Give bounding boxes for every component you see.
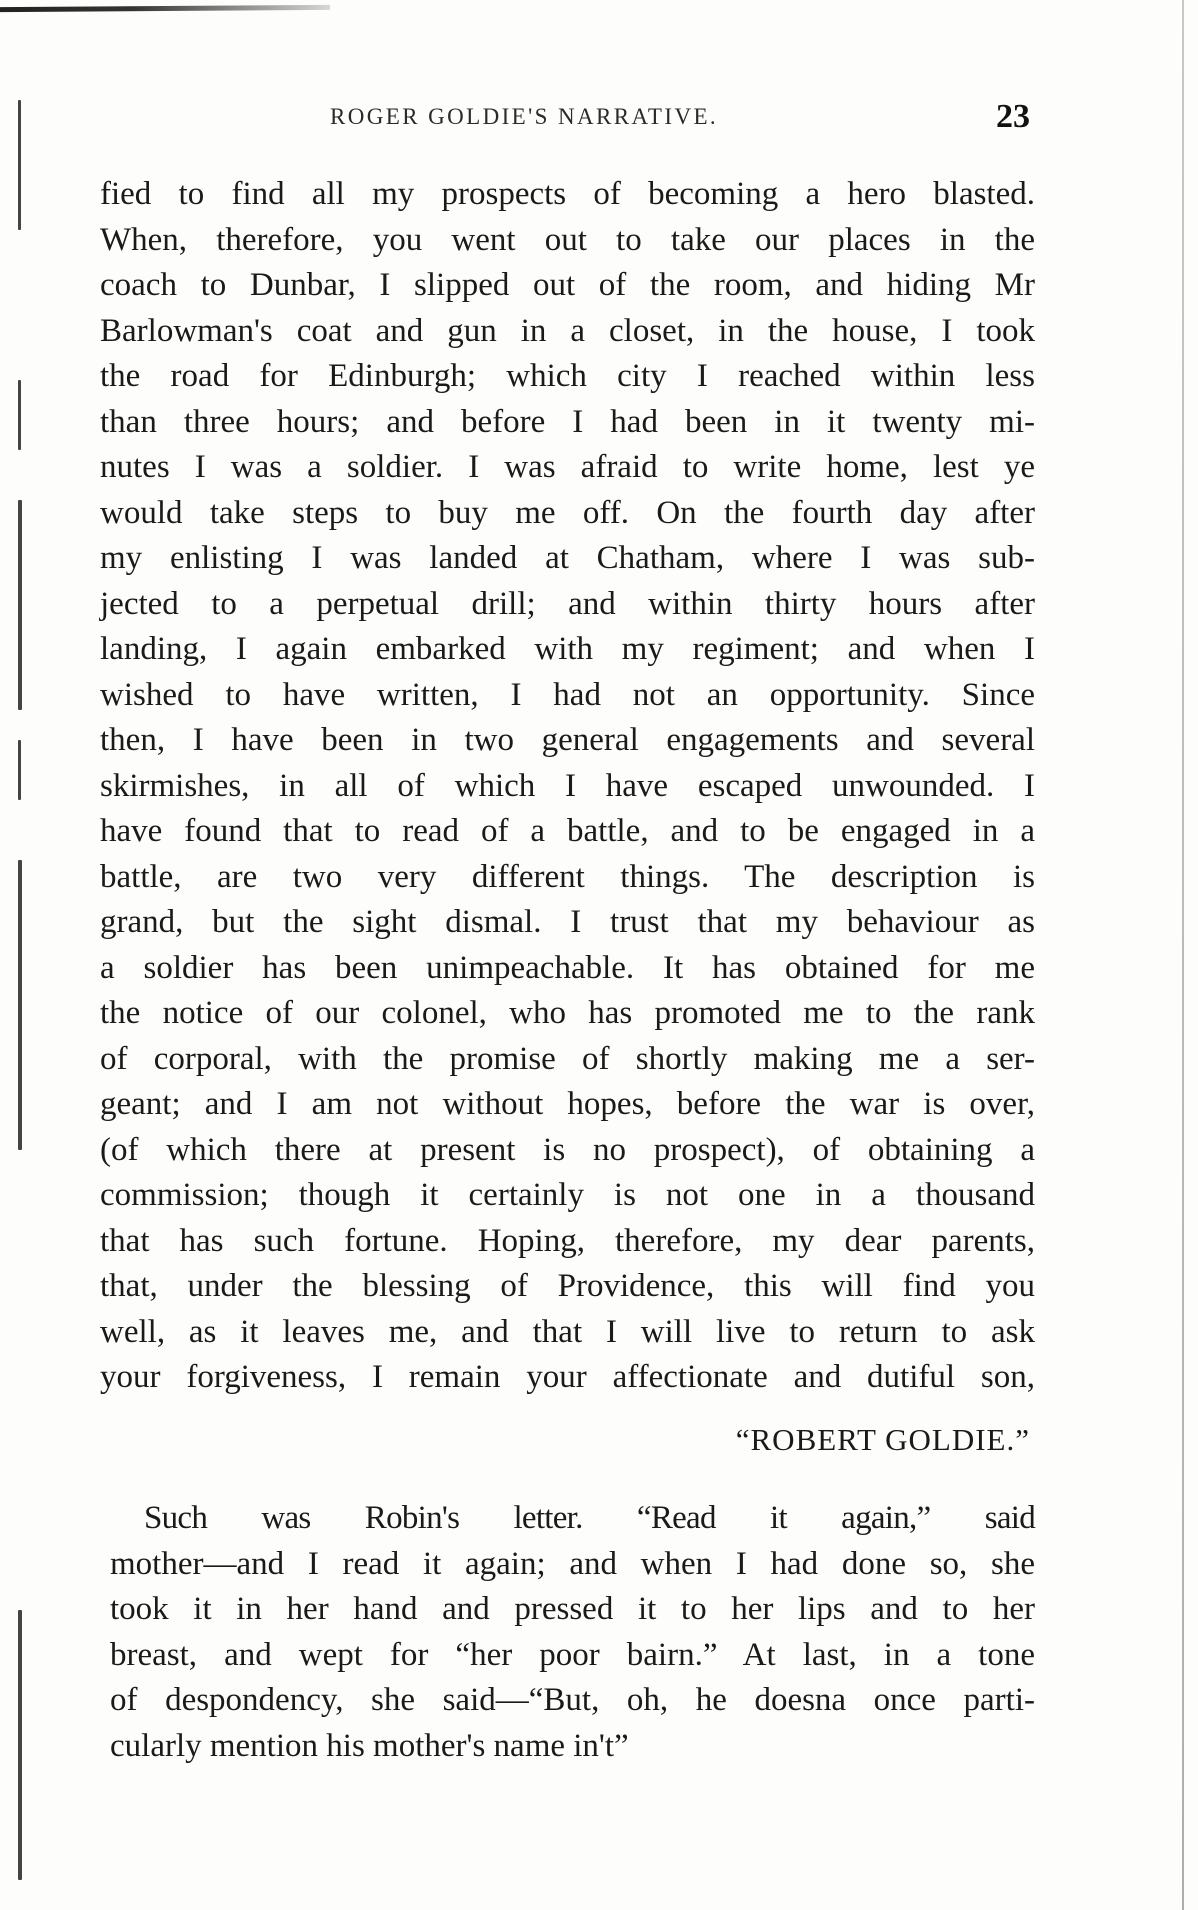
text-line: my enlisting I was landed at Chatham, where I was sub- [100, 540, 1035, 576]
text-line: landing, I again embarked with my regiment; and when I [100, 631, 1035, 667]
text-line: skirmishes, in all of which I have escaped unwounded. I [100, 767, 1035, 804]
letter-signature: “ROBERT GOLDIE.” [735, 1422, 1030, 1457]
text-line: of corporal, with the promise of shortly making me a ser- [100, 1040, 1035, 1077]
scan-edge-mark [0, 5, 330, 12]
text-line: took it in her hand and pressed it to her lips and to her [110, 1591, 1035, 1627]
text-line: jected to a perpetual drill; and within thirty hours after [100, 585, 1035, 622]
page-number: 23 [996, 98, 1030, 135]
binding-marks [14, 100, 32, 1900]
text-line: that, under the blessing of Providence, this will find you [100, 1268, 1035, 1304]
text-line: well, as it leaves me, and that I will live to return to ask [100, 1313, 1035, 1350]
text-line: battle, are two very different things. The description is [100, 858, 1035, 895]
text-line: the road for Edinburgh; which city I reached within less [100, 358, 1035, 394]
narrative-paragraph [110, 1496, 1035, 1769]
text-line: cularly mention his mother's name in't” [110, 1727, 629, 1764]
text-line: your forgiveness, I remain your affectionate and dutiful son, [100, 1359, 1035, 1395]
page-edge-right [1182, 0, 1184, 1910]
text-line: fied to find all my prospects of becoming a hero blasted. [100, 176, 1035, 212]
text-line: grand, but the sight dismal. I trust that my behaviour as [100, 904, 1035, 940]
text-line: wished to have written, I had not an opportunity. Since [100, 676, 1035, 713]
text-line: have found that to read of a battle, and to be engaged in a [100, 813, 1035, 849]
text-line: would take steps to buy me off. On the fourth day after [100, 494, 1035, 531]
running-head: ROGER GOLDIE'S NARRATIVE. [330, 104, 719, 129]
letter-body [100, 172, 1035, 1401]
text-line: (of which there at present is no prospect), of obtaining a [100, 1131, 1035, 1168]
text-line: then, I have been in two general engagements and several [100, 722, 1035, 758]
text-line: Such was Robin's letter. “Read it again,” said [144, 1500, 1035, 1536]
text-line: mother—and I read it again; and when I had done so, she [110, 1545, 1035, 1582]
page-header [100, 98, 1030, 138]
text-line: geant; and I am not without hopes, before the war is over, [100, 1086, 1035, 1122]
text-line: breast, and wept for “her poor bairn.” At last, in a tone [110, 1636, 1035, 1673]
text-line: a soldier has been unimpeachable. It has obtained for me [100, 949, 1035, 986]
text-line: coach to Dunbar, I slipped out of the room, and hiding Mr [100, 267, 1035, 303]
text-line: When, therefore, you went out to take our places in the [100, 221, 1035, 258]
text-line: Barlowman's coat and gun in a closet, in the house, I took [100, 312, 1035, 349]
text-line: than three hours; and before I had been in it twenty mi- [100, 403, 1035, 440]
text-line: that has such fortune. Hoping, therefore, my dear parents, [100, 1222, 1035, 1259]
text-line: of despondency, she said—“But, oh, he doesna once parti- [110, 1682, 1035, 1718]
text-line: nutes I was a soldier. I was afraid to write home, lest ye [100, 449, 1035, 485]
text-line: the notice of our colonel, who has promoted me to the rank [100, 995, 1035, 1031]
text-line: commission; though it certainly is not one in a thousand [100, 1177, 1035, 1213]
